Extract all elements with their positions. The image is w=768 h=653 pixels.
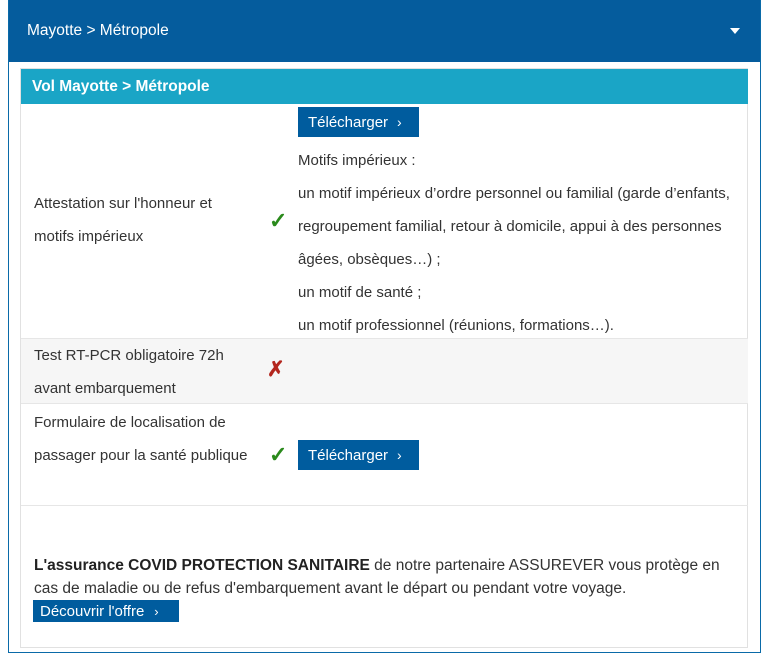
motif-item: un motif professionnel (réunions, formations…). (298, 317, 614, 334)
chevron-right-icon: › (154, 603, 159, 619)
accordion-title: Mayotte > Métropole (27, 22, 169, 39)
requirement-label: Formulaire de localisation de passager pour la santé publique (34, 414, 248, 464)
download-button[interactable] (298, 440, 419, 470)
download-button[interactable] (298, 107, 419, 137)
promo-text: de notre partenaire ASSUREVER vous protège en cas de maladie ou de refus d'embarquement avant le départ ou pendant votre voyage. (34, 557, 720, 597)
cross-icon: ✗ (267, 358, 285, 381)
motif-item: un motif de santé ; (298, 284, 422, 301)
requirement-row (21, 104, 748, 337)
chevron-down-icon[interactable] (730, 28, 740, 34)
promo-highlight: L'assurance COVID PROTECTION SANITAIRE (34, 557, 370, 574)
requirements-panel (20, 68, 748, 648)
requirement-label: Attestation sur l'honneur et motifs impérieux (34, 195, 212, 245)
motifs-heading: Motifs impérieux : (298, 152, 416, 169)
chevron-right-icon: › (397, 114, 402, 130)
motifs-details (298, 144, 748, 342)
accordion-header[interactable] (9, 0, 760, 62)
requirement-row (21, 405, 748, 506)
check-icon: ✓ (269, 208, 288, 233)
requirement-row (21, 338, 748, 404)
discover-offer-label: Découvrir l'offre (40, 602, 145, 620)
download-button-label: Télécharger (308, 446, 389, 464)
motif-item: un motif impérieux d’ordre personnel ou familial (garde d’enfants, regroupement familial, retour à domicile, appui à des personnes âgées, obsèques…) ; (298, 185, 730, 268)
insurance-promo (34, 554, 744, 600)
check-icon: ✓ (269, 442, 288, 467)
chevron-right-icon: › (397, 447, 402, 463)
requirement-label: Test RT-PCR obligatoire 72h avant embarquement (34, 347, 224, 397)
section-title: Vol Mayotte > Métropole (21, 69, 748, 104)
discover-offer-button[interactable] (33, 600, 179, 622)
download-button-label: Télécharger (308, 113, 389, 131)
